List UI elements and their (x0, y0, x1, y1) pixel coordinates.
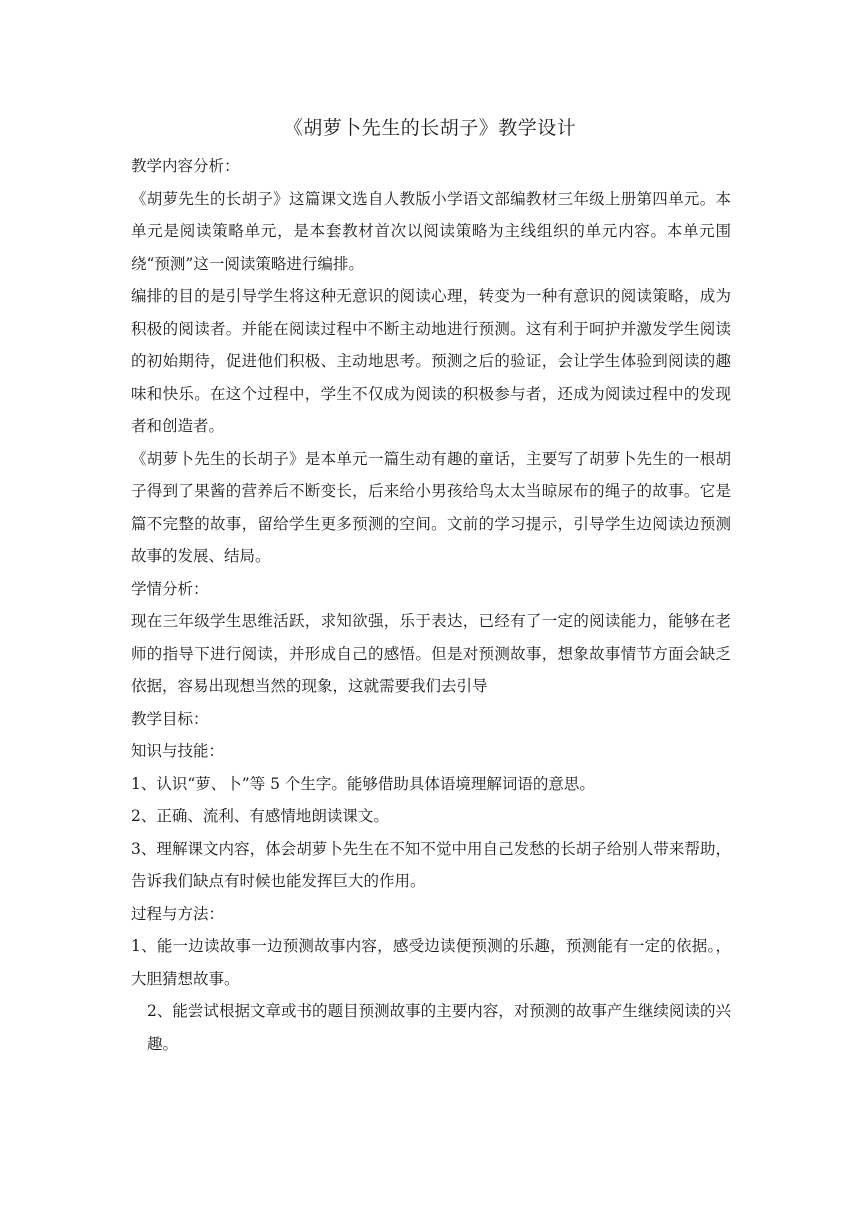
heading-student-analysis: 学情分析： (131, 579, 209, 598)
document-body (131, 150, 731, 1060)
heading-process-methods: 过程与方法： (131, 904, 225, 923)
list-item-goal-1: 1、认识“萝、卜”等 5 个生字。能够借助具体语境理解词语的意思。 (131, 774, 595, 793)
paragraph-story-summary: 《胡萝卜先生的长胡子》是本单元一篇生动有趣的童话，主要写了胡萝卜先生的一根胡子得到了果酱的营养后不断变长，后来给小男孩给鸟太太当晾尿布的绳子的故事。它是篇不完整的故事，留给学生更多预测的空间。文前的学习提示，引导学生边阅读边预测故事的发展、结局。 (131, 449, 731, 565)
heading-teaching-goals: 教学目标： (131, 709, 209, 728)
list-item-method-2: 2、能尝试根据文章或书的题目预测故事的主要内容，对预测的故事产生继续阅读的兴趣。 (147, 1002, 731, 1053)
list-item-goal-3: 3、理解课文内容，体会胡萝卜先生在不知不觉中用自己发愁的长胡子给别人带来帮助，告诉我们缺点有时候也能发挥巨大的作用。 (131, 839, 731, 890)
list-item-method-1: 1、能一边读故事一边预测故事内容，感受边读便预测的乐趣，预测能有一定的依据。，大胆猜想故事。 (131, 937, 731, 988)
paragraph-lesson-source: 《胡萝先生的长胡子》这篇课文选自人教版小学语文部编教材三年级上册第四单元。本单元是阅读策略单元，是本套教材首次以阅读策略为主线组织的单元内容。本单元围绕“预测”这一阅读策略进行编排。 (131, 189, 731, 273)
list-item-goal-2: 2、正确、流利、有感情地朗读课文。 (131, 807, 389, 825)
paragraph-arrangement-purpose: 编排的目的是引导学生将这种无意识的阅读心理，转变为一种有意识的阅读策略，成为积极的阅读者。并能在阅读过程中不断主动地进行预测。这有利于呵护并激发学生阅读的初始期待，促进他们积极、主动地思考。预测之后的验证，会让学生体验到阅读的趣味和快乐。在这个过程中，学生不仅成为阅读的积极参与者，还成为阅读过程中的发现者和创造者。 (131, 287, 731, 435)
document-title: 《胡萝卜先生的长胡子》教学设计 (283, 117, 577, 139)
paragraph-student-analysis: 现在三年级学生思维活跃，求知欲强，乐于表达，已经有了一定的阅读能力，能够在老师的指导下进行阅读，并形成自己的感悟。但是对预测故事，想象故事情节方面会缺乏依据，容易出现想当然的现象，这就需要我们去引导 (131, 612, 731, 695)
heading-content-analysis: 教学内容分析： (131, 157, 240, 175)
heading-knowledge-skills: 知识与技能： (131, 742, 225, 760)
